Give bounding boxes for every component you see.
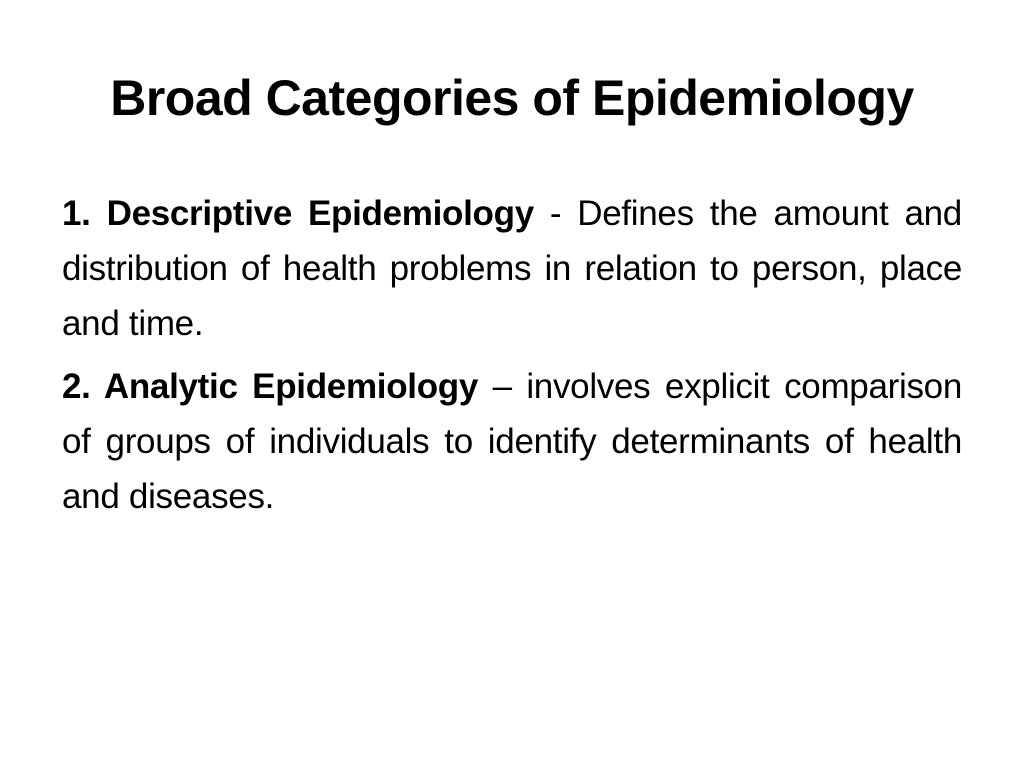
slide-title: Broad Categories of Epidemiology bbox=[110, 70, 914, 126]
list-item-descriptive-epidemiology bbox=[62, 186, 962, 351]
term-descriptive-epidemiology: 1. Descriptive Epidemiology bbox=[62, 194, 534, 233]
description-descriptive-epidemiology: Defines the amount and distribution of health problems in relation to person, place and time. bbox=[62, 194, 962, 343]
list-item-analytic-epidemiology bbox=[62, 359, 962, 524]
description-analytic-epidemiology: involves explicit comparison of groups of individuals to identify determinants of health and diseases. bbox=[62, 367, 962, 516]
term-separator: - bbox=[533, 194, 578, 233]
term-analytic-epidemiology: 2. Analytic Epidemiology bbox=[62, 367, 479, 406]
slide-body bbox=[62, 186, 962, 532]
term-separator: – bbox=[478, 367, 527, 406]
